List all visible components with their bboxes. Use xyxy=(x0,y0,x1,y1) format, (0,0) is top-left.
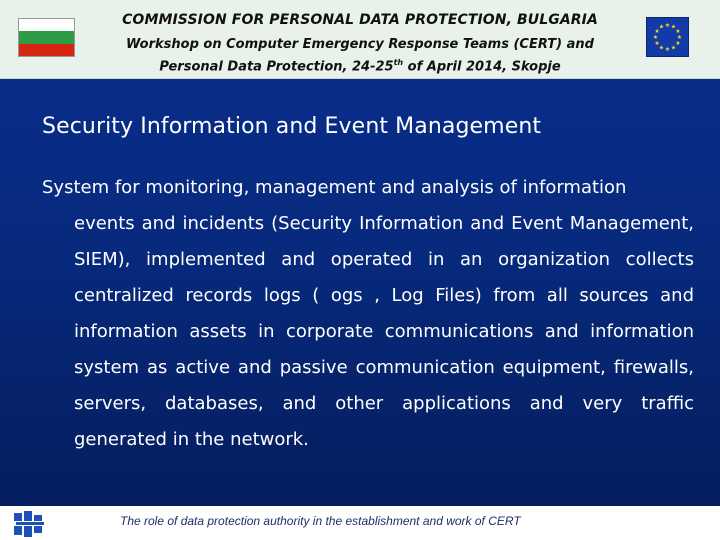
svg-text:★: ★ xyxy=(654,40,660,47)
eu-flag-icon xyxy=(646,17,689,57)
body-paragraph: events and incidents (Security Information and Event Management, SIEM), implemented and operated in an organization collects centralized records logs ( ogs , Log Files) from all sources and information assets in corporate communications and information system as active and passive communication equipment, firewalls, servers, databases, and other applications and very traffic generated in the network. xyxy=(74,213,694,450)
svg-text:★: ★ xyxy=(654,28,660,35)
svg-text:★: ★ xyxy=(658,23,665,31)
svg-text:★: ★ xyxy=(675,40,681,47)
footer-bar xyxy=(0,506,720,540)
body-first-line: System for monitoring, management and analysis of information xyxy=(42,177,627,198)
svg-text:★: ★ xyxy=(676,34,683,41)
svg-text:★: ★ xyxy=(658,44,665,52)
footer-caption: The role of data protection authority in the establishment and work of CERT xyxy=(120,514,521,528)
svg-text:★: ★ xyxy=(664,46,671,53)
bulgaria-flag-icon xyxy=(18,18,75,57)
slide-title: Security Information and Event Management xyxy=(42,114,542,139)
workshop-title: Workshop on Computer Emergency Response Teams (CERT) and xyxy=(126,37,594,52)
header-banner xyxy=(0,0,720,79)
svg-text:★: ★ xyxy=(670,44,677,52)
svg-text:★: ★ xyxy=(652,34,659,41)
svg-text:★: ★ xyxy=(664,22,671,29)
svg-text:★: ★ xyxy=(670,23,677,31)
svg-text:★: ★ xyxy=(675,28,681,35)
workshop-date: Personal Data Protection, 24-25th of April 2014, Skopje xyxy=(159,58,561,75)
cert-logo-icon xyxy=(12,509,48,539)
commission-title: COMMISSION FOR PERSONAL DATA PROTECTION, BULGARIA xyxy=(122,12,598,28)
slide-body xyxy=(42,170,694,458)
